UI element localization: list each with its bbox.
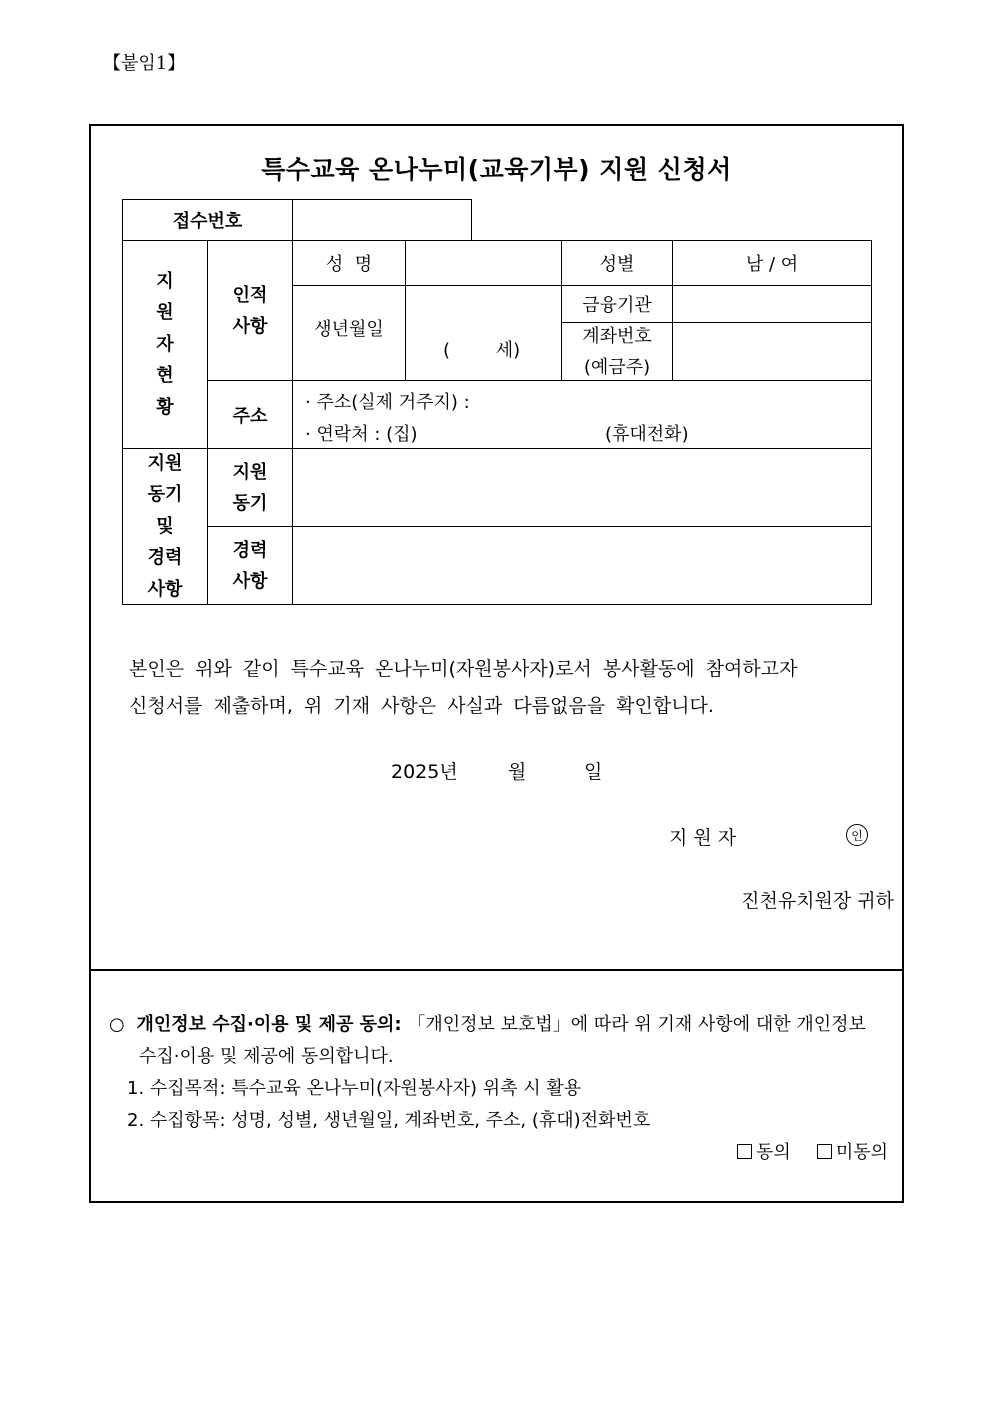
bullet-icon: ○: [109, 1014, 125, 1035]
consent-item-2: 2. 수집항목: 성명, 성별, 생년월일, 계좌번호, 주소, (휴대)전화번호: [127, 1110, 651, 1131]
name-field[interactable]: [405, 240, 562, 286]
form-title: 특수교육 온나누미(교육기부) 지원 신청서: [261, 155, 732, 184]
personal-info-header: 인적 사항: [207, 240, 293, 381]
consent-item-1: 1. 수집목적: 특수교육 온나누미(자원봉사자) 위촉 시 활용: [127, 1078, 582, 1099]
agree-option[interactable]: 동의: [737, 1138, 791, 1164]
address-line: · 주소(실제 거주지) :: [305, 392, 470, 413]
address-header: 주소: [207, 380, 293, 449]
disagree-option[interactable]: 미동의: [817, 1138, 888, 1164]
agree-checkbox[interactable]: [737, 1144, 752, 1159]
birthdate-field[interactable]: [405, 285, 562, 381]
birthdate-label: 생년월일: [292, 285, 406, 381]
consent-text-2: 수집·이용 및 제공에 동의합니다.: [139, 1046, 394, 1067]
bank-field[interactable]: [672, 285, 872, 323]
consent-text: 「개인정보 보호법」에 따라 위 기재 사항에 대한 개인정보: [407, 1014, 866, 1035]
privacy-consent: [109, 1009, 866, 1137]
motive-label: 지원 동기: [207, 448, 293, 527]
date-month: 월: [508, 761, 527, 783]
applicant-status-header: 지 원 자 현 황: [122, 240, 208, 449]
consent-options: [737, 1138, 888, 1164]
gender-field[interactable]: 남 / 여: [672, 240, 872, 286]
application-form: [89, 124, 904, 1203]
motive-field[interactable]: [292, 448, 872, 527]
gender-label: 성별: [561, 240, 673, 286]
name-label: 성 명: [292, 240, 406, 286]
account-label: 계좌번호 (예금주): [561, 322, 673, 381]
date-day: 일: [584, 761, 603, 783]
consent-heading: 개인정보 수집·이용 및 제공 동의:: [136, 1014, 402, 1035]
contact-line: · 연락처 : (집): [305, 424, 418, 445]
signer-label: 지원자: [669, 827, 743, 849]
declaration-text: 본인은 위와 같이 특수교육 온나누미(자원봉사자)로서 봉사활동에 참여하고자 신청서를 제출하며, 위 기재 사항은 사실과 다름없음을 확인합니다.: [129, 658, 798, 717]
receipt-number-label: 접수번호: [122, 199, 293, 241]
career-field[interactable]: [292, 526, 872, 605]
recipient: 진천유치원장 귀하: [741, 890, 894, 912]
date-year: 2025년: [391, 761, 458, 783]
account-field[interactable]: [672, 322, 872, 381]
career-label: 경력 사항: [207, 526, 293, 605]
attachment-label: 【붙임1】: [103, 53, 186, 74]
motive-career-header: 지원 동기 및 경력 사항: [122, 448, 208, 605]
disagree-checkbox[interactable]: [817, 1144, 832, 1159]
receipt-number-field[interactable]: [292, 199, 472, 241]
address-field[interactable]: [292, 380, 872, 449]
mobile-label: (휴대전화): [605, 424, 689, 445]
seal-mark: 인: [846, 824, 868, 846]
bank-label: 금융기관: [561, 285, 673, 323]
age-field: ( 세): [443, 340, 521, 361]
section-divider: [91, 969, 902, 971]
